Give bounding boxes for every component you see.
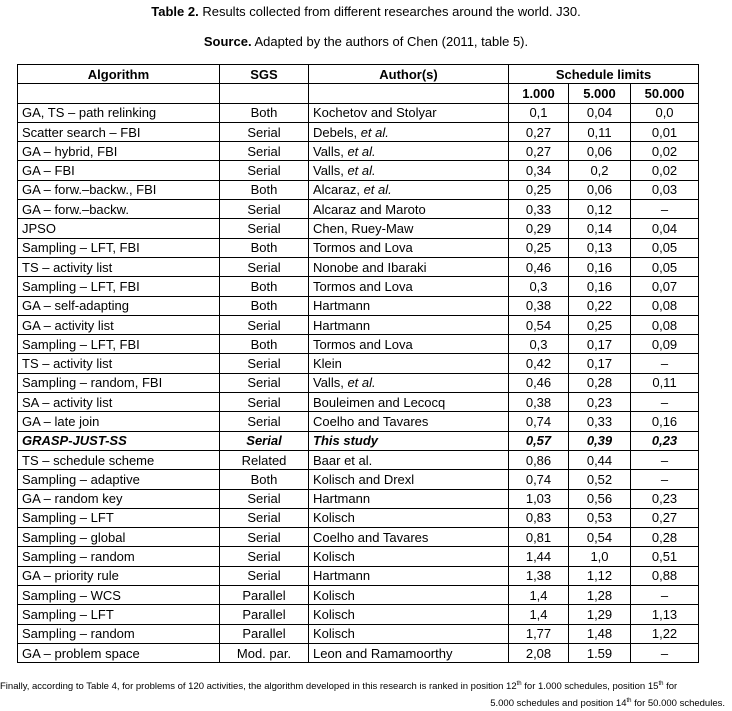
footnote-text: for 1.000 schedules, position 15	[521, 681, 659, 693]
cell-author	[309, 624, 509, 643]
cell-value-1000: 0,33	[509, 200, 569, 219]
cell-value-5000: 0,17	[569, 335, 631, 354]
cell-author	[309, 450, 509, 469]
header-limit-1000: 1.000	[509, 84, 569, 103]
header-authors: Author(s)	[309, 65, 509, 84]
cell-value-1000: 0,29	[509, 219, 569, 238]
cell-value-50000: –	[631, 200, 699, 219]
cell-author	[309, 200, 509, 219]
footnote-text: 5.000 schedules and position 14	[490, 698, 627, 710]
cell-author	[309, 335, 509, 354]
cell-algorithm: Sampling – random	[18, 547, 220, 566]
author-name: Kolisch	[313, 626, 355, 642]
cell-author	[309, 315, 509, 334]
cell-algorithm: TS – schedule scheme	[18, 450, 220, 469]
cell-author	[309, 393, 509, 412]
cell-value-50000: 0,16	[631, 412, 699, 431]
cell-sgs: Mod. par.	[220, 643, 309, 662]
table-row	[18, 470, 699, 489]
table-row	[18, 431, 699, 450]
cell-value-5000: 0,16	[569, 277, 631, 296]
cell-value-5000: 0,56	[569, 489, 631, 508]
cell-value-50000: –	[631, 586, 699, 605]
cell-author	[309, 586, 509, 605]
table-row	[18, 566, 699, 585]
cell-value-1000: 0,54	[509, 315, 569, 334]
cell-algorithm: GA – activity list	[18, 315, 220, 334]
author-name: Kolisch	[313, 587, 355, 603]
cell-value-1000: 2,08	[509, 643, 569, 662]
cell-sgs: Serial	[220, 161, 309, 180]
cell-value-5000: 0,53	[569, 508, 631, 527]
cell-algorithm: GA – FBI	[18, 161, 220, 180]
cell-sgs: Serial	[220, 142, 309, 161]
cell-algorithm: GA – late join	[18, 412, 220, 431]
cell-value-1000: 0,34	[509, 161, 569, 180]
cell-value-50000: 1,13	[631, 605, 699, 624]
cell-value-5000: 0,33	[569, 412, 631, 431]
header-algorithm: Algorithm	[18, 65, 220, 84]
table-row	[18, 122, 699, 141]
footnote-sup: th	[626, 698, 632, 705]
cell-value-1000: 0,42	[509, 354, 569, 373]
cell-value-50000: –	[631, 393, 699, 412]
cell-value-1000: 1,4	[509, 586, 569, 605]
author-name: Kolisch	[313, 549, 355, 565]
cell-value-1000: 0,74	[509, 470, 569, 489]
cell-value-5000: 0,22	[569, 296, 631, 315]
cell-value-50000: 0,02	[631, 142, 699, 161]
footnote-sup: th	[516, 681, 522, 687]
author-name: Hartmann	[313, 317, 371, 333]
cell-algorithm: TS – activity list	[18, 257, 220, 276]
cell-sgs: Both	[220, 238, 309, 257]
cell-algorithm: GA – hybrid, FBI	[18, 142, 220, 161]
cell-value-5000: 0,39	[569, 431, 631, 450]
subheader-empty	[220, 84, 309, 103]
cell-value-50000: 0,05	[631, 238, 699, 257]
cell-sgs: Serial	[220, 489, 309, 508]
cell-value-5000: 1.59	[569, 643, 631, 662]
cell-value-50000: 0,09	[631, 335, 699, 354]
subheader-empty	[18, 84, 220, 103]
author-name: This study	[313, 433, 379, 449]
cell-value-50000: 0,03	[631, 180, 699, 199]
footnote-line-2	[490, 698, 725, 709]
subheader-row	[18, 84, 699, 103]
author-name: Nonobe and Ibaraki	[313, 259, 427, 275]
cell-sgs: Both	[220, 296, 309, 315]
cell-value-50000: 0,27	[631, 508, 699, 527]
cell-sgs: Both	[220, 470, 309, 489]
author-name: Debels,	[313, 124, 361, 140]
cell-author	[309, 103, 509, 122]
cell-sgs: Serial	[220, 431, 309, 450]
cell-algorithm: GA – random key	[18, 489, 220, 508]
table-source	[0, 34, 732, 49]
author-etal: et al.	[347, 163, 376, 179]
table-row	[18, 219, 699, 238]
cell-value-5000: 1,48	[569, 624, 631, 643]
cell-value-5000: 0,12	[569, 200, 631, 219]
author-name: Coelho and Tavares	[313, 413, 429, 429]
cell-author	[309, 547, 509, 566]
author-name: Kolisch	[313, 510, 355, 526]
header-limit-50000: 50.000	[631, 84, 699, 103]
cell-value-50000: 0,0	[631, 103, 699, 122]
cell-sgs: Both	[220, 335, 309, 354]
author-name: Hartmann	[313, 298, 371, 314]
cell-sgs: Both	[220, 180, 309, 199]
cell-algorithm: GA – self-adapting	[18, 296, 220, 315]
cell-value-50000: 0,07	[631, 277, 699, 296]
cell-author	[309, 296, 509, 315]
cell-sgs: Related	[220, 450, 309, 469]
author-name: Hartmann	[313, 491, 371, 507]
cell-value-1000: 0,86	[509, 450, 569, 469]
cell-value-50000: –	[631, 450, 699, 469]
cell-algorithm: GA – priority rule	[18, 566, 220, 585]
cell-author	[309, 354, 509, 373]
cell-value-1000: 0,38	[509, 393, 569, 412]
cell-value-1000: 0,74	[509, 412, 569, 431]
cell-sgs: Serial	[220, 412, 309, 431]
cell-value-1000: 0,81	[509, 528, 569, 547]
cell-value-50000: –	[631, 354, 699, 373]
cell-sgs: Serial	[220, 373, 309, 392]
author-name: Leon and Ramamoorthy	[313, 645, 453, 661]
cell-author	[309, 489, 509, 508]
cell-algorithm: GA, TS – path relinking	[18, 103, 220, 122]
cell-value-50000: 0,11	[631, 373, 699, 392]
table-row	[18, 103, 699, 122]
cell-value-5000: 0,52	[569, 470, 631, 489]
table-row	[18, 547, 699, 566]
subheader-empty	[309, 84, 509, 103]
table-row	[18, 605, 699, 624]
cell-value-5000: 0,13	[569, 238, 631, 257]
author-etal: et al.	[347, 375, 376, 391]
cell-author	[309, 470, 509, 489]
cell-sgs: Serial	[220, 508, 309, 527]
cell-value-5000: 0,28	[569, 373, 631, 392]
cell-value-1000: 0,27	[509, 142, 569, 161]
cell-value-5000: 0,23	[569, 393, 631, 412]
author-name: Baar et al.	[313, 452, 373, 468]
cell-author	[309, 161, 509, 180]
cell-value-50000: 0,08	[631, 315, 699, 334]
cell-sgs: Serial	[220, 219, 309, 238]
author-name: Bouleimen and Lecocq	[313, 394, 446, 410]
cell-value-50000: 0,88	[631, 566, 699, 585]
cell-value-5000: 0,54	[569, 528, 631, 547]
cell-author	[309, 508, 509, 527]
cell-algorithm: Sampling – LFT, FBI	[18, 335, 220, 354]
cell-algorithm: GA – forw.–backw., FBI	[18, 180, 220, 199]
cell-sgs: Serial	[220, 257, 309, 276]
results-table	[17, 64, 699, 663]
cell-value-5000: 0,11	[569, 122, 631, 141]
table-source-label: Source.	[203, 34, 252, 49]
table-row	[18, 238, 699, 257]
cell-value-5000: 0,16	[569, 257, 631, 276]
table-title-label: Table 2.	[151, 4, 199, 19]
table-title-text: Results collected from different researches around the world. J30.	[198, 4, 581, 19]
cell-author	[309, 566, 509, 585]
author-etal: et al.	[363, 182, 392, 198]
author-name: Valls,	[313, 143, 348, 159]
cell-sgs: Parallel	[220, 605, 309, 624]
cell-value-1000: 0,46	[509, 373, 569, 392]
cell-algorithm: Sampling – WCS	[18, 586, 220, 605]
cell-algorithm: GA – forw.–backw.	[18, 200, 220, 219]
table-row	[18, 142, 699, 161]
footnote-sup: th	[658, 681, 664, 687]
cell-sgs: Both	[220, 103, 309, 122]
table-source-text: Adapted by the authors of Chen (2011, table 5).	[251, 34, 529, 49]
cell-value-5000: 0,2	[569, 161, 631, 180]
table-row	[18, 489, 699, 508]
cell-value-5000: 0,14	[569, 219, 631, 238]
table-row	[18, 373, 699, 392]
footnote-text: for 50.000 schedules.	[631, 698, 725, 710]
cell-value-5000: 0,44	[569, 450, 631, 469]
cell-algorithm: Sampling – random, FBI	[18, 373, 220, 392]
cell-algorithm: Sampling – adaptive	[18, 470, 220, 489]
cell-algorithm: JPSO	[18, 219, 220, 238]
cell-algorithm: GA – problem space	[18, 643, 220, 662]
cell-value-50000: 0,08	[631, 296, 699, 315]
author-name: Kolisch	[313, 606, 355, 622]
cell-sgs: Parallel	[220, 586, 309, 605]
table-row	[18, 296, 699, 315]
cell-sgs: Serial	[220, 547, 309, 566]
cell-value-1000: 0,38	[509, 296, 569, 315]
cell-value-5000: 0,17	[569, 354, 631, 373]
cell-sgs: Serial	[220, 528, 309, 547]
cell-value-50000: –	[631, 470, 699, 489]
header-sgs: SGS	[220, 65, 309, 84]
cell-author	[309, 605, 509, 624]
cell-value-50000: 0,23	[631, 431, 699, 450]
cell-value-1000: 1,03	[509, 489, 569, 508]
cell-sgs: Serial	[220, 200, 309, 219]
cell-algorithm: SA – activity list	[18, 393, 220, 412]
cell-algorithm: Sampling – global	[18, 528, 220, 547]
cell-value-1000: 0,27	[509, 122, 569, 141]
cell-sgs: Serial	[220, 122, 309, 141]
cell-algorithm: Sampling – LFT	[18, 605, 220, 624]
author-name: Valls,	[313, 375, 348, 391]
author-name: Valls,	[313, 163, 348, 179]
cell-author	[309, 643, 509, 662]
cell-value-50000: 0,51	[631, 547, 699, 566]
author-name: Tormos and Lova	[313, 240, 413, 256]
cell-value-1000: 0,25	[509, 238, 569, 257]
cell-algorithm: TS – activity list	[18, 354, 220, 373]
table-row	[18, 643, 699, 662]
cell-author	[309, 142, 509, 161]
cell-value-1000: 0,3	[509, 277, 569, 296]
cell-value-1000: 1,38	[509, 566, 569, 585]
table-row	[18, 180, 699, 199]
footnote-line-1	[0, 677, 725, 694]
cell-value-5000: 1,29	[569, 605, 631, 624]
cell-sgs: Parallel	[220, 624, 309, 643]
cell-author	[309, 257, 509, 276]
cell-value-1000: 0,57	[509, 431, 569, 450]
footnote-text: Finally, according to Table 4, for problems of 120 activities, the algorithm developed in this research is ranked in position 12	[0, 681, 517, 693]
cell-algorithm: Sampling – random	[18, 624, 220, 643]
author-name: Chen, Ruey-Maw	[313, 221, 414, 237]
table-row	[18, 335, 699, 354]
author-name: Kochetov and Stolyar	[313, 105, 437, 121]
author-name: Alcaraz and Maroto	[313, 201, 426, 217]
table-row	[18, 528, 699, 547]
cell-value-1000: 0,46	[509, 257, 569, 276]
cell-value-50000: 0,23	[631, 489, 699, 508]
cell-value-5000: 0,25	[569, 315, 631, 334]
author-name: Tormos and Lova	[313, 336, 413, 352]
cell-sgs: Serial	[220, 315, 309, 334]
footnote-text: for	[663, 681, 678, 693]
cell-value-50000: 1,22	[631, 624, 699, 643]
author-name: Kolisch and Drexl	[313, 471, 415, 487]
table-row	[18, 586, 699, 605]
cell-value-1000: 1,77	[509, 624, 569, 643]
cell-author	[309, 180, 509, 199]
header-limit-5000: 5.000	[569, 84, 631, 103]
table-row	[18, 412, 699, 431]
cell-value-5000: 0,06	[569, 142, 631, 161]
cell-value-50000: 0,05	[631, 257, 699, 276]
cell-algorithm: Sampling – LFT, FBI	[18, 238, 220, 257]
cell-algorithm: GRASP-JUST-SS	[18, 431, 220, 450]
author-etal: et al.	[360, 124, 389, 140]
cell-author	[309, 277, 509, 296]
table-row	[18, 393, 699, 412]
cell-author	[309, 412, 509, 431]
cell-author	[309, 219, 509, 238]
cell-author	[309, 528, 509, 547]
cell-value-50000: 0,28	[631, 528, 699, 547]
table-row	[18, 200, 699, 219]
cell-sgs: Serial	[220, 566, 309, 585]
cell-value-5000: 1,0	[569, 547, 631, 566]
cell-author	[309, 238, 509, 257]
cell-author	[309, 373, 509, 392]
author-name: Coelho and Tavares	[313, 529, 429, 545]
table-row	[18, 508, 699, 527]
table-row	[18, 450, 699, 469]
cell-value-1000: 0,25	[509, 180, 569, 199]
cell-value-50000: 0,01	[631, 122, 699, 141]
cell-value-1000: 1,4	[509, 605, 569, 624]
cell-algorithm: Sampling – LFT, FBI	[18, 277, 220, 296]
cell-value-5000: 0,04	[569, 103, 631, 122]
author-name: Tormos and Lova	[313, 278, 413, 294]
table-row	[18, 624, 699, 643]
cell-value-1000: 0,3	[509, 335, 569, 354]
cell-value-50000: 0,04	[631, 219, 699, 238]
author-name: Klein	[313, 356, 342, 372]
cell-author	[309, 431, 509, 450]
cell-value-1000: 1,44	[509, 547, 569, 566]
cell-value-1000: 0,1	[509, 103, 569, 122]
cell-algorithm: Sampling – LFT	[18, 508, 220, 527]
header-row	[18, 65, 699, 84]
table-row	[18, 161, 699, 180]
table-row	[18, 257, 699, 276]
cell-value-50000: –	[631, 643, 699, 662]
cell-value-1000: 0,83	[509, 508, 569, 527]
author-name: Hartmann	[313, 568, 371, 584]
table-row	[18, 354, 699, 373]
cell-algorithm: Scatter search – FBI	[18, 122, 220, 141]
table-row	[18, 277, 699, 296]
table-title	[0, 4, 732, 19]
cell-sgs: Serial	[220, 393, 309, 412]
cell-value-5000: 1,12	[569, 566, 631, 585]
author-name: Alcaraz,	[313, 182, 364, 198]
author-etal: et al.	[347, 143, 376, 159]
header-schedule-limits: Schedule limits	[509, 65, 699, 84]
cell-author	[309, 122, 509, 141]
table-row	[18, 315, 699, 334]
cell-value-5000: 1,28	[569, 586, 631, 605]
cell-value-5000: 0,06	[569, 180, 631, 199]
cell-value-50000: 0,02	[631, 161, 699, 180]
cell-sgs: Serial	[220, 354, 309, 373]
cell-sgs: Both	[220, 277, 309, 296]
